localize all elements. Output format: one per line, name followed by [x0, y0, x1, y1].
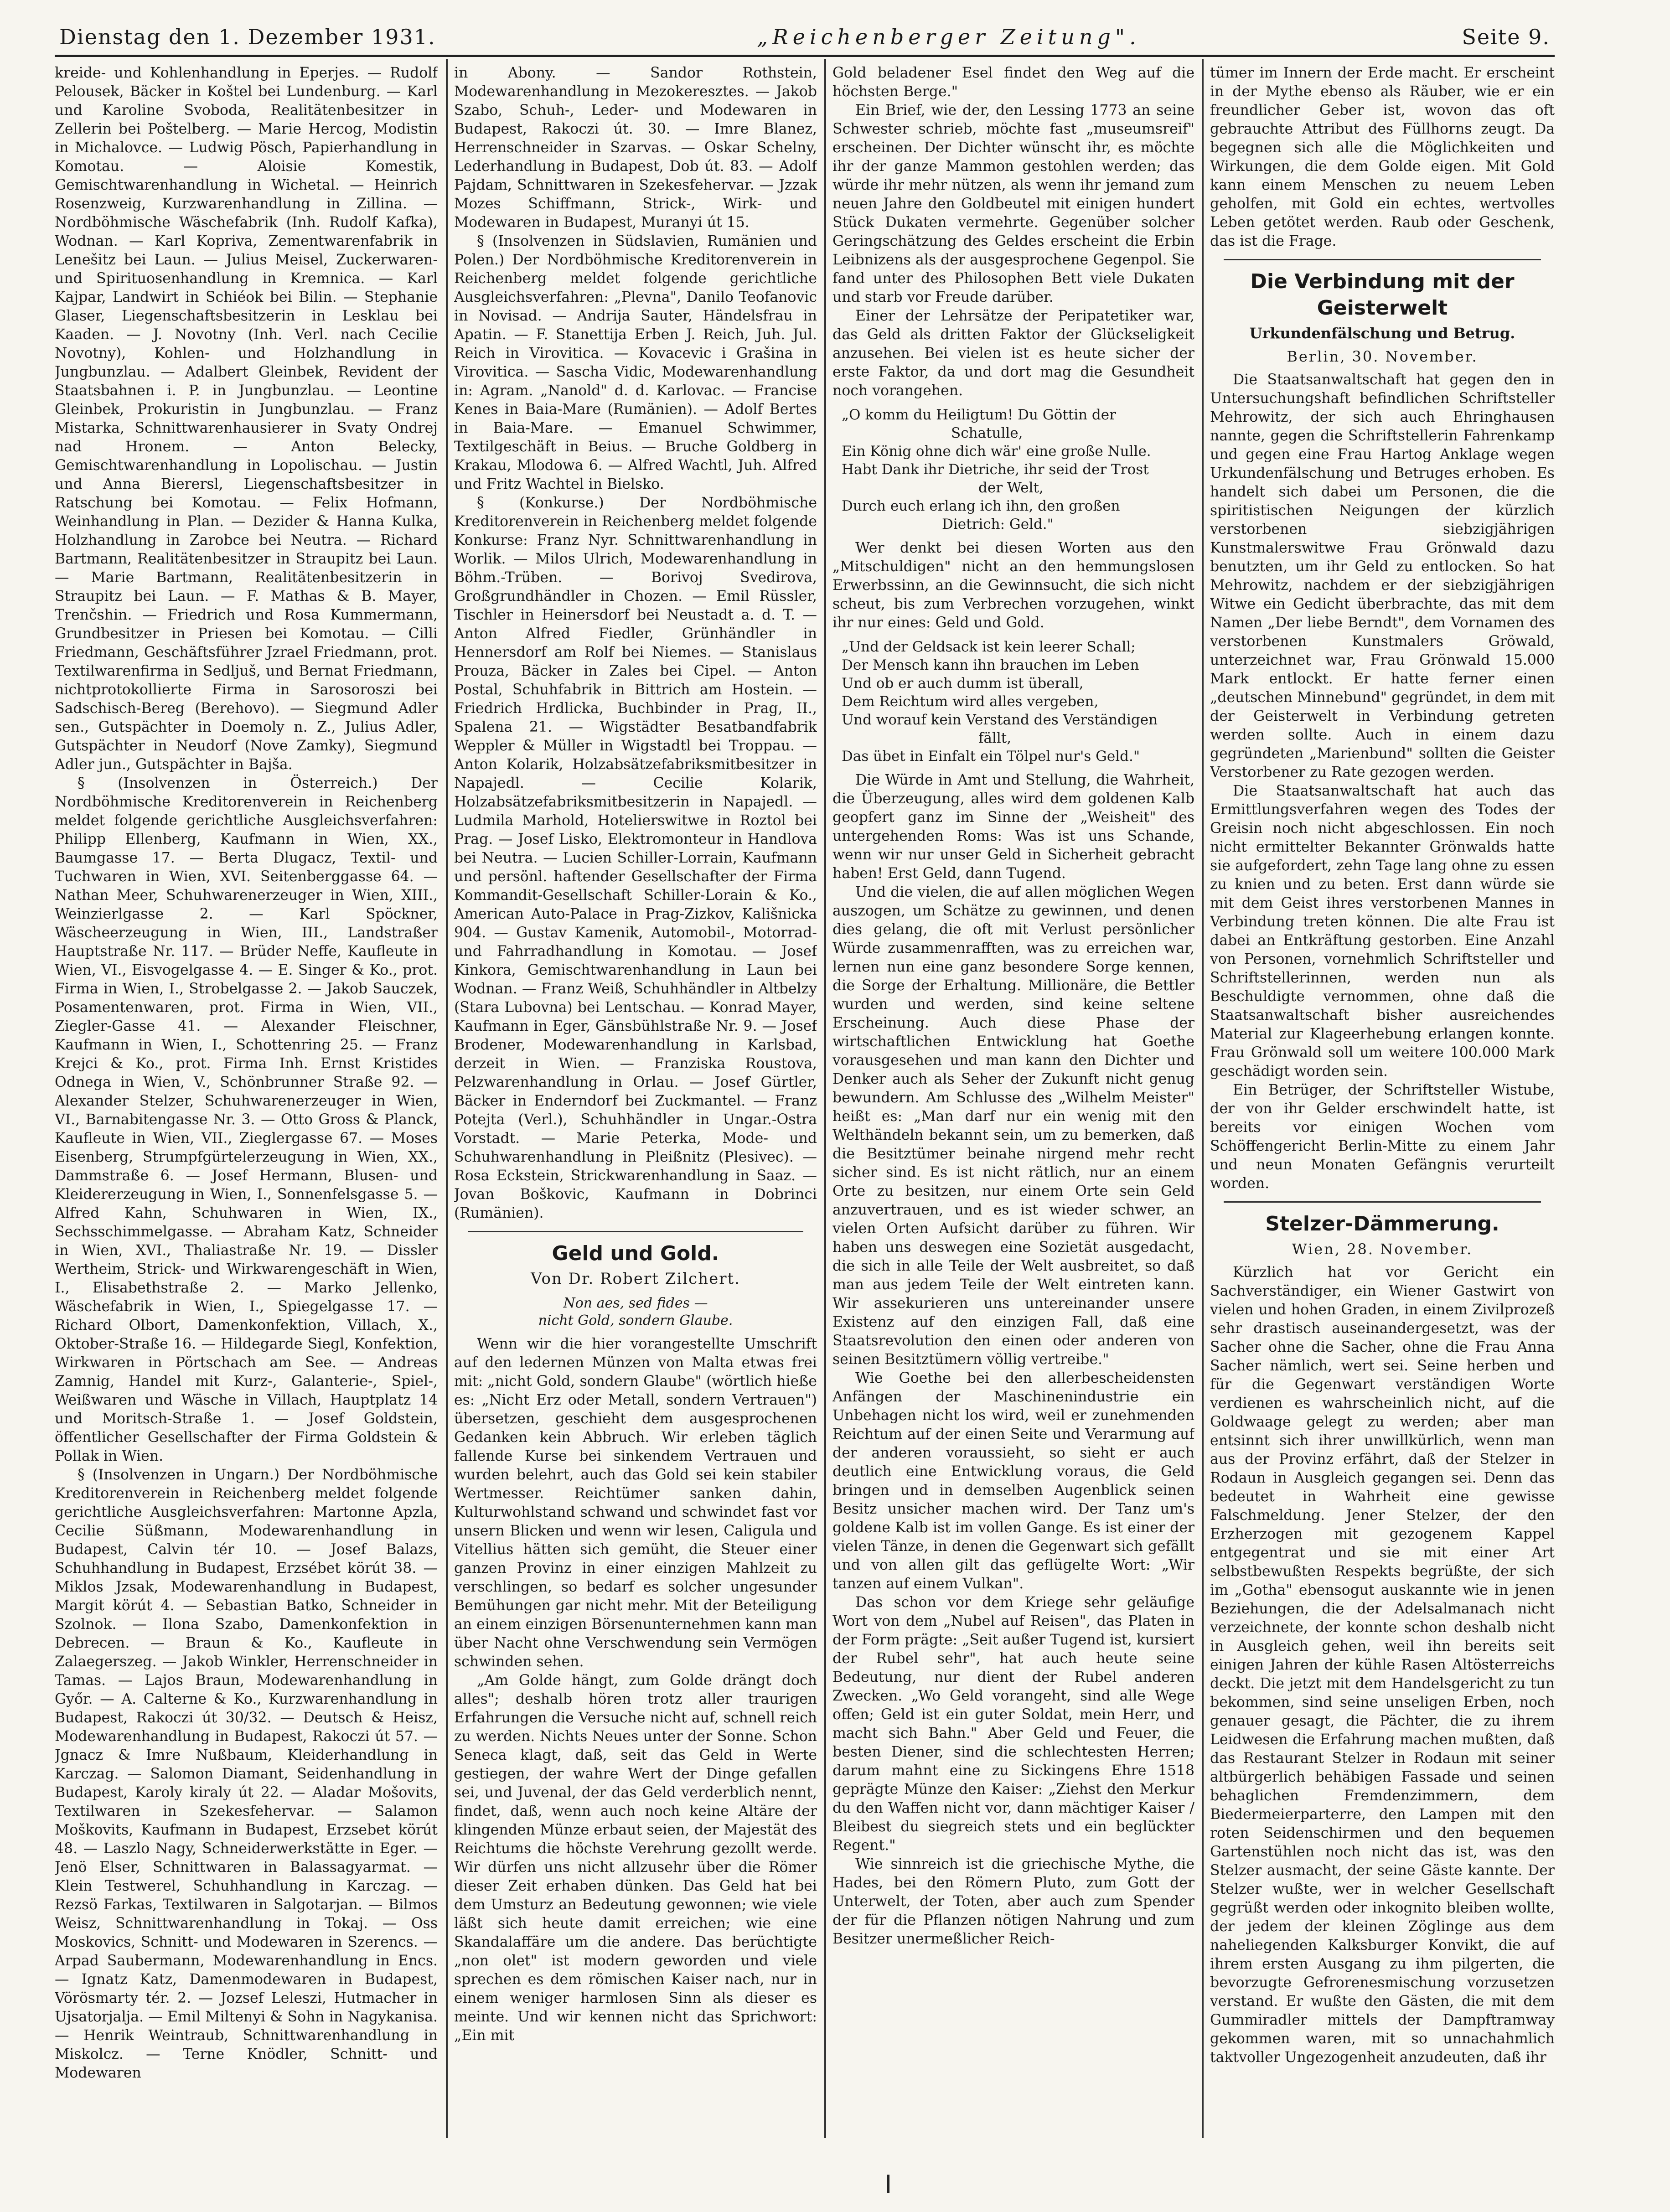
insolvency-hungary: § (Insolvenzen in Ungarn.) Der Nordböhmische Kreditorenverein in Reichenberg meldet folgende gerichtliche Ausgleichsverfahren: Martonne Apzla, Cecilie Süßmann, Modewarenhandlung in Budapest, Calvin tér 10. — Josef Balazs, Schuhhandlung in Budapest, Erzsébet körút 38. — Miklos Jzsak, Modewarenhandlung in Budapest, Margit körút 4. — Sebastian Batko, Schneider in Szolnok. — Ilona Szabo, Damenkonfektion in Debrecen. — Braun & Ko., Kaufleute in Zalaegerszeg. — Jakob Winkler, Herrenschneider in Tamas. — Lajos Braun, Modewarenhandlung in Győr. — A. Calterne & Ko., Kurzwarenhandlung in Budapest, Rakoczi út 30/32. — Deutsch & Heisz, Modewarenhandlung in Budapest, Rakoczi út 57. — Jgnacz & Imre Nußbaum, Kleiderhandlung in Karczag. — Salomon Diamant, Seidenhandlung in Budapest, Karoly kiraly út 22. — Aladar Mošovits, Textilwaren in Szekesfehervar. — Salamon Moškovits, Kaufmann in Budapest, Erzsebet körút 48. — Laszlo Nagy, Schneiderwerkstätte in Eger. — Jenö Elser, Schnittwaren in Balassagyarmat. — Klein Testwerel, Schuhhandlung in Karczag. — Rezsö Farkas, Textilwaren in Salgotarjan. — Bilmos Weisz, Schnittwarenhandlung in Tokaj. — Oss Moskovics, Schnitt- und Modewaren in Szerencs. — Arpad Saubermann, Modewarenhandlung in Encs. — Ignatz Katz, Damenmodewaren in Budapest, Vörösmarty tér. 2. — Jozsef Leleszi, Hutmacher in Ujsatorjalja. — Emil Miltenyi & Sohn in Nagykanisa. — Henrik Weintraub, Schnittwarenhandlung in Miskolcz. — Terne Knödler, Schnitt- und Modewaren [55, 1467, 438, 2081]
article-heading-stelzer: Stelzer-Dämmerung. [1265, 1212, 1499, 1235]
poem-line: Der Mensch kann ihn brauchen im Leben [842, 657, 1139, 673]
article-divider [468, 1231, 803, 1232]
poem-2 [832, 638, 1194, 765]
geisterwelt-paragraph-2: Die Staatsanwaltschaft hat auch das Ermittlungsverfahren wegen des Todes der Greisin noch nicht abgeschlossen. Ein noch nicht ermittelter Bekannter Grönwalds hatte sie aufgefordert, zehn Tage lang ohne zu essen zu knien und zu beten. Erst dann würde sie mit dem Geist ihres verstorbenen Mannes in Verbindung treten können. Die alte Frau ist dabei an Entkräftung gestorben. Eine Anzahl von Personen, vornehmlich Schriftsteller und Schriftstellerinnen, werden nun als Beschuldigte vernommen, ohne daß die Staatsanwaltschaft bisher ausreichendes Material zur Klageerhebung erlangen konnte. Frau Grönwald soll um weitere 100.000 Mark geschädigt worden sein. [1210, 783, 1555, 1080]
column-4-paragraph-1: tümer im Innern der Erde macht. Er erscheint in der Mythe ebenso als Räuber, wie er ein freundlicher Geber ist, wovon das oft gebrauchte Attribut des Füllhorns zeugt. Da begegnen sich alle die Möglichkeiten und Wirkungen, die dem Golde eigen. Mit Gold kann einem Menschen zu neuem Leben geholfen, mit Gold ein echtes, wertvolles Leben getötet werden. Raub oder Geschenk, das ist die Frage. [1210, 65, 1555, 249]
poem-line: fällt, [978, 730, 1012, 746]
column-1-paragraph-1: kreide- und Kohlenhandlung in Eperjes. — Rudolf Pelousek, Bäcker in Koštel bei Lundenburg. — Karl und Karoline Svoboda, Realitätenbesitzer in Zellerin bei Poštelberg. — Marie Hercog, Modistin in Michalovce. — Ludwig Pösch, Papierhandlung in Komotau. — Aloisie Komestik, Gemischtwarenhandlung in Wichetal. — Heinrich Rosenzweig, Kurzwarenhandlung in Zillina. — Nordböhmische Wäschefabrik (Inh. Rudolf Kafka), Wodnan. — Karl Kopriva, Zementwarenfabrik in Lenešitz bei Laun. — Julius Meisel, Zuckerwaren- und Spirituosenhandlung in Kremnica. — Karl Kajpar, Landwirt in Schiéok bei Bilin. — Stephanie Glaser, Liegenschaftsbesitzerin in Lesklau bei Kaaden. — J. Novotny (Inh. Verl. nach Cecilie Novotny), Kohlen- und Holzhandlung in Jungbunzlau. — Adalbert Gleinbek, Revident der Staatsbahnen i. P. in Jungbunzlau. — Leontine Gleinbek, Prokuristin in Jungbunzlau. — Franz Mistarka, Schnittwarenhausierer in Svaty Ondrej nad Hronem. — Anton Belecky, Gemischtwarenhandlung in Lopolischau. — Justin und Anna Bierersl, Liegenschaftsbesitzer in Ratschung bei Komotau. — Felix Hofmann, Weinhandlung in Plan. — Dezider & Hanna Kulka, Holzhandlung in Zarobce bei Neutra. — Richard Bartmann, Realitätenbesitzer in Straupitz bei Laun. — Marie Bartmann, Realitätenbesitzerin in Straupitz bei Laun. — F. Mathas & B. Mayer, Trenčshin. — Friedrich und Rosa Kummermann, Grundbesitzer in Priesen bei Komotau. — Cilli Friedmann, Geschäftsführer Jzrael Friedmann, prot. Textilwarenfirma in Sedljuš, und Bernat Friedmann, nichtprotokollierte Firma in Sarosoroszi bei Sadschisch-Bereg (Berehovo). — Siegmund Adler sen., Gutspächter in Doemoly n. Z., Julius Adler, Gutspächter in Neudorf (Nove Zamky), Siegmund Adler jun., Gutspächter in Bajša. [55, 65, 438, 773]
motto-line-1: Non aes, sed fides — [563, 1295, 708, 1311]
poem-line: Und worauf kein Verstand des Verständigen [842, 712, 1158, 728]
page-number: Seite 9. [1462, 25, 1550, 49]
article-subheading-geisterwelt: Urkundenfälschung und Betrug. [1249, 325, 1515, 342]
article-paragraph-1: Wenn wir die hier vorangestellte Umschrift auf den ledernen Münzen von Malta etwas frei mit: „nicht Gold, sondern Glaube" (wörtlich hieße es: „Nicht Erz oder Metall, sondern Vertrauen") übersetzen, geschieht dem ausgesprochenen Gedanken kein Abbruch. Wir erleben täglich fallende Kurse bei sinkendem Vertrauen und wurden belehrt, auch das Gold sei kein stabiler Wertmesser. Reichtümer sanken dahin, Kulturwohlstand schwand und schwindet fast vor unsern Blicken und wenn wir lesen, Caligula und Vitellius hätten sich gemüht, die Steuer einer ganzen Provinz in einer einzigen Mahlzeit zu verschlingen, so bedarf es solcher ungesunder Bemühungen gar nicht mehr. Mit der Beteiligung an einem einzigen Börsenunternehmen kann man über Nacht ohne Verschwendung sein Vermögen schwinden sehen. [454, 1336, 817, 1670]
poem-line: „O komm du Heiligtum! Du Göttin der [842, 407, 1116, 423]
column-3-paragraph-1: Gold beladener Esel findet den Weg auf die höchsten Berge." [832, 65, 1194, 100]
geisterwelt-paragraph-1: Die Staatsanwaltschaft hat gegen den in Untersuchungshaft befindlichen Schriftsteller Mehrowitz, der sich auch Ehringhausen nannte, gegen die Schriftstellerin Fahrenkamp und gegen eine Frau Hartog Anklage wegen Urkundenfälschung und Betruges erhoben. Es handelt sich dabei um Personen, die die spiritistischen Neigungen der kürzlich verstorbenen siebzigjährigen Kunstmalerswitwe Frau Grönwald dazu benutzten, um ihr Geld zu entlocken. So hat Mehrowitz, nachdem er der siebzigjährigen Witwe ein Gedicht überbrachte, das mit dem Namen „Der liebe Berndt", dem Vornamen des verstorbenen Kunstmalers Gröwald, unterzeichnet war, Frau Grönwald 15.000 Mark entlockt. Er hatte ferner einen „deutschen Minnebund" gegründet, in dem mit der Geisterwelt in Verbindung getreten werden sollte. Auch in einem dazu gegründeten „Marienbund" sollten die Geister Verstorbener zu Rate gezogen werden. [1210, 372, 1555, 780]
column-3-paragraph-5: Die Würde in Amt und Stellung, die Wahrheit, die Überzeugung, alles wird dem goldenen Kalb geopfert ganz im Sinne der „Weisheit" des untergehenden Roms: Was ist uns Schande, wenn wir nur unser Geld in Sicherheit gebracht haben! Erst Geld, dann Tugend. [832, 772, 1194, 882]
article-divider [1224, 1201, 1541, 1203]
column-3-paragraph-7: Wie Goethe bei den allerbescheidensten Anfängen der Maschinenindustrie ein Unbehagen nicht los wird, weil er zunehmenden Reichtum auf der einen Seite und Verarmung auf der anderen voraussieht, so sieht er auch deutlich eine Entwicklung voraus, die Geld bringen und in demselben Augenblick seinen Besitz unsicher machen wird. Der Tanz um's goldene Kalb ist im vollen Gange. Es ist einer der vielen Tänze, in denen die Gegenwart sich gefällt und von allen gilt das geflügelte Wort: „Wir tanzen auf einem Vulkan". [832, 1370, 1194, 1592]
column-2-paragraph-1: in Abony. — Sandor Rothstein, Modewarenhandlung in Mezokeresztes. — Jakob Szabo, Schuh-, Leder- und Modewaren in Budapest, Rakoczi út. 30. — Imre Blanez, Herrenschneider in Szarvas. — Oskar Schelny, Lederhandlung in Budapest, Dob út. 83. — Adolf Pajdam, Schnittwaren in Szekesfehervar. — Jzzak Mozes Schiffmann, Strick-, Wirk- und Modewaren in Budapest, Muranyi út 15. [454, 65, 817, 231]
column-rule-1 [446, 59, 448, 2138]
poem-line: Das übet in Einfalt ein Tölpel nur's Geld." [842, 748, 1140, 765]
article-heading-geisterwelt: Die Verbindung mit der Geisterwelt [1250, 270, 1515, 320]
column-3 [832, 64, 1194, 2152]
poem-line: Habt Dank ihr Dietriche, ihr seid der Trost [842, 461, 1149, 478]
page-header [59, 17, 1550, 49]
column-3-paragraph-2: Ein Brief, wie der, den Lessing 1773 an seine Schwester schrieb, möchte fast „museumsreif" erscheinen. Der Dichter wünscht ihr, es möchte ihr der ganze Mammon gestohlen werden; das würde ihr mehr nützen, als wenn ihr jemand zum neuen Jahre den Goldbeutel mit einigen hundert Stück Dukaten vermehrte. Gegenüber solcher Geringschätzung des Geldes erscheint die Erbin Leibnizens als der ausgesprochene Gegenpol. Sie fand unter des Philosophen Bett viele Dukaten und starb vor Freude darüber. [832, 102, 1194, 305]
insolvency-south: § (Insolvenzen in Südslavien, Rumänien und Polen.) Der Nordböhmische Kreditorenverein in Reichenberg meldet folgende gerichtliche Ausgleichsverfahren: „Plevna", Danilo Teofanovic in Novisad. — Andrija Sauter, Händelsfrau in Apatin. — F. Stanettija Erben J. Reich, Juh. Jul. Reich in Virovitica. — Kovacevic i Grašina in Virovitica. — Sascha Vidic, Modewarenhandlung in: Agram. „Nanold" d. d. Karlovac. — Francise Kenes in Baia-Mare (Rumänien). — Adolf Bertes in Baia-Mare. — Emanuel Schwimmer, Textilgeschäft in Beius. — Bruche Goldberg in Krakau, Mlodowa 6. — Alfred Wachtl, Juh. Alfred und Fritz Wachtel in Bielsko. [454, 233, 817, 492]
article-divider [1224, 259, 1541, 260]
motto-line-2: nicht Gold, sondern Glaube. [538, 1313, 733, 1328]
poem-1 [832, 406, 1194, 533]
header-rule [55, 55, 1555, 57]
insolvency-austria: § (Insolvenzen in Österreich.) Der Nordböhmische Kreditorenverein in Reichenberg meldet folgende gerichtliche Ausgleichsverfahren: Philipp Ellenberg, Kaufmann in Wien, XX., Baumgasse 17. — Berta Dlugacz, Textil- und Tuchwaren in Wien, XVI. Seitenberggasse 64. — Nathan Meer, Schuhwarenerzeuger in Wien, XIII., Weinzierlgasse 2. — Karl Spöckner, Wäscheerzeugung in Wien, III., Landstraßer Hauptstraße Nr. 117. — Brüder Neffe, Kaufleute in Wien, VI., Eisvogelgasse 4. — E. Singer & Ko., prot. Firma in Wien, I., Strobelgasse 2. — Jakob Sauczek, Posamentenwaren, prot. Firma in Wien, VII., Ziegler-Gasse 41. — Alexander Fleischner, Kaufmann in Wien, I., Schottenring 25. — Franz Krejci & Ko., prot. Firma Inh. Ernst Kristides Odnega in Wien, V., Schönbrunner Straße 92. — Alexander Stelzer, Schuhwarenerzeuger in Wien, VI., Barnabitengasse Nr. 3. — Otto Gross & Planck, Kaufleute in Wien, VII., Zieglergasse 67. — Moses Eisenberg, Strumpfgürtelerzeugung in Wien, XX., Dammstraße 6. — Josef Hermann, Blusen- und Kleidererzeugung in Wien, I., Sonnenfelsgasse 5. — Alfred Kahn, Schuhwaren in Wien, IX., Sechsschimmelgasse. — Abraham Katz, Schneider in Wien, XVI., Thaliastraße Nr. 19. — Dissler Wertheim, Strick- und Wirkwarengeschäft in Wien, I., Elisabethstraße 2. — Marko Jellenko, Wäschefabrik in Wien, I., Spiegelgasse 17. — Richard Olbort, Damenkonfektion, Villach, X., Oktober-Straße 16. — Hildegarde Siegl, Konfektion, Wirkwaren in Pörtschach am See. — Andreas Zamnig, Handel mit Kurz-, Galanterie-, Spiel-, Weißwaren und Wäsche in Villach, Hauptplatz 14 und Moritsch-Straße 1. — Josef Goldstein, öffentlicher Gesellschafter der Firma Goldstein & Pollak in Wien. [55, 775, 438, 1464]
column-2 [454, 64, 817, 2152]
poem-line: Schatulle, [951, 425, 1023, 441]
header-date: Dienstag den 1. Dezember 1931. [59, 25, 436, 49]
column-end-mark [887, 2175, 889, 2193]
newspaper-title: „Reichenberger Zeitung". [757, 25, 1141, 49]
article-author: Von Dr. Robert Zilchert. [531, 1270, 740, 1288]
column-3-paragraph-8: Das schon vor dem Kriege sehr geläufige Wort von dem „Nubel auf Reisen", das Platen in der Form prägte: „Seit außer Tugend ist, kursiert der Rubel sehr", hat auch heute seine Bedeutung, nur dient der Rubel anderen Zwecken. „Wo Geld vorangeht, sind alle Wege offen; Geld ist ein guter Soldat, mein Herr, und macht sich Bahn." Aber Geld und Feuer, die besten Diener, sind die schlechtesten Herren; darum mahnt eine zu Sickingens Ehre 1518 geprägte Münze den Kaiser: „Ziehst den Merkur du den Waffen nicht vor, dann mächtiger Kaiser / Bleibest du siegreich stets und ein beglückter Regent." [832, 1594, 1194, 1854]
column-rule-3 [1202, 59, 1204, 2138]
column-3-paragraph-9: Wie sinnreich ist die griechische Mythe, die Hades, bei den Römern Pluto, zum Gott der Unterwelt, der Toten, aber auch zum Spender der für die Pflanzen nötigen Nahrung und zum Besitzer unermeßlicher Reich- [832, 1856, 1194, 1947]
article-paragraph-2: „Am Golde hängt, zum Golde drängt doch alles"; deshalb hören trotz aller traurigen Erfahrungen die Versuche nicht auf, schnell reich zu werden. Nichts Neues unter der Sonne. Schon Seneca klagt, daß, seit das Geld in Werte gestiegen, der wahre Wert der Dinge gefallen sei, und Juvenal, der das Geld verderblich nennt, findet, daß, wenn auch noch keine Altäre der klingenden Münze erbaut seien, der Majestät des Reichtums die höchste Verehrung gezollt werde. Wir dürfen uns nicht allzusehr über die Römer dieser Zeit erhaben dünken. Das Geld hat bei dem Umsturz an Bedeutung gewonnen; wie viele läßt sich heute damit erreichen; wie eine Skandalaffäre um die andere. Das berüchtigte „non olet" ist modern geworden und viele sprechen es dem römischen Kaiser nach, nur in einem weniger harmlosen Sinn als dieser es meinte. Und wir kennen nicht das Sprichwort: „Ein mit [454, 1672, 817, 2044]
article-heading-geld-und-gold: Geld und Gold. [552, 1242, 719, 1265]
poem-line: Durch euch erlang ich ihn, den großen [842, 498, 1120, 514]
column-4 [1210, 64, 1555, 2152]
poem-line: Ein König ohne dich wär' eine große Nulle. [842, 443, 1151, 460]
article-motto [454, 1295, 817, 1329]
poem-line: der Welt, [978, 480, 1044, 496]
bankruptcies: § (Konkurse.) Der Nordböhmische Kreditorenverein in Reichenberg meldet folgende Konkurse: Franz Nyr. Schnittwarenhandlung in Worlik. — Milos Ulrich, Modewarenhandlung in Böhm.-Trüben. — Borivoj Svedirova, Großgrundhändler in Chozen. — Emil Rüssler, Tischler in Heinersdorf bei Neustadt a. d. T. — Anton Alfred Fiedler, Grünhändler in Hennersdorf am Rolf bei Niemes. — Stanislaus Prouza, Bäcker in Zales bei Cipel. — Anton Postal, Schuhfabrik in Bittrich am Hostein. — Friedrich Hrdlicka, Buchbinder in Prag, II., Spalena 21. — Wigstädter Besatbandfabrik Weppler & Müller in Wigstadtl bei Troppau. — Anton Kolarik, Holzabsätzefabriksmitbesitzer in Napajedl. — Cecilie Kolarik, Holzabsätzefabriksmitbesitzerin in Napajedl. — Ludmila Marhold, Hotelierswitwe in Roztol bei Prag. — Josef Lisko, Elektromonteur in Handlova bei Neutra. — Lucien Schiller-Lorrain, Kaufmann und persönl. haftender Gesellschafter der Firma Kommandit-Gesellschaft Schiller-Lorain & Ko., American Auto-Palace in Prag-Zizkov, Kališnicka 904. — Gustav Kamenik, Automobil-, Motorrad- und Fahrradhandlung in Komotau. — Josef Kinkora, Gemischtwarenhandlung in Laun bei Wodnan. — Franz Weiß, Schuhhändler in Altbelzy (Stara Lubovna) bei Lentschau. — Konrad Mayer, Kaufmann in Eger, Gänsbühlstraße Nr. 9. — Josef Brodener, Modewarenhandlung in Karlsbad, derzeit in Wien. — Franziska Roustova, Pelzwarenhandlung in Orlau. — Josef Gürtler, Bäcker in Enderndorf bei Zuckmantel. — Franz Potejta (Verl.), Schuhhändler in Ungar.-Ostra Vorstadt. — Marie Peterka, Mode- und Schuhwarenhandlung in Pleißnitz (Plesivec). — Rosa Eckstein, Strickwarenhandlung in Saaz. — Jovan Boškovic, Kaufmann in Dobrinci (Rumänien). [454, 495, 817, 1221]
poem-line: „Und der Geldsack ist kein leerer Schall; [842, 639, 1136, 655]
column-3-paragraph-6: Und die vielen, die auf allen möglichen Wegen auszogen, um Schätze zu gewinnen, und denen dies gelang, die oft mit Verlust persönlicher Würde zusammenrafften, was zu erreichen war, lernen nun eine ganz besondere Sorge kennen, die Sorge der Erhaltung. Millionäre, die Bettler wurden und werden, sind keine seltene Erscheinung. Auch diese Phase der wirtschaftlichen Entwicklung hat Goethe vorausgesehen und man kann den Dichter und Denker auch als Seher der Zukunft nicht genug bewundern. Am Schlusse des „Wilhelm Meister" heißt es: „Man darf nur ein wenig mit den Welthändeln bekannt sein, um zu bemerken, daß die Besitztümer beinahe nirgend mehr recht sicher sind. Es ist nicht rätlich, nur an einem Orte zu besitzen, nur einem Orte sein Geld anzuvertrauen, und es ist wieder schwer, an vielen Orten Aufsicht darüber zu führen. Wir haben uns deswegen eine Sozietät ausgedacht, die sich in alle Teile der Welt ausbreitet, so daß man aus jedem Teile der Welt eintreten kann. Wir assekurieren uns untereinander unsere Existenz auf den einzigen Fall, daß eine Staatsrevolution den einen oder anderen von seinen Besitztümern völlig vertreibe." [832, 884, 1194, 1368]
dateline-berlin: Berlin, 30. November. [1287, 348, 1478, 365]
stelzer-paragraph-1: Kürzlich hat vor Gericht ein Sachverständiger, ein Wiener Gastwirt von vielen und hohen Graden, in einem Zivilprozeß sehr drastisch auseinandergesetzt, was der Sacher ohne die Sacher, ohne die Frau Anna Sacher nämlich, wert sei. Seine herben und für die Gegenwart verständigen Worte verdienen es wahrscheinlich nicht, auf die Goldwaage gelegt zu werden; aber man entsinnt sich ihrer unwillkürlich, wenn man aus der Provinz erfährt, daß der Stelzer in Rodaun in Ausgleich gegangen sei. Denn das bedeutet in Wahrheit eine gewisse Falschmeldung. Jener Stelzer, der den Erzherzogen mit gezogenem Kappel entgegentrat und sie mit einer Art selbstbewußten Respekts begrüßte, der sich im „Gotha" ebensogut auskannte wie in jenen Beziehungen, die der Adelsalmanach nicht verzeichnete, der konnte schon deshalb nicht in Ausgleich gehen, weil ihn bereits seit einigen Jahren der kühle Rasen Altösterreichs deckt. Die jetzt mit dem Handelsgericht zu tun bekommen, sind seine unseligen Erben, noch genauer gesagt, die Pächter, die zu ihrem Leidwesen die Erfahrung machen mußten, daß das Restaurant Stelzer in Rodaun mit seiner altbürgerlich behäbigen Fassade und seinen behaglichen Fremdenzimmern, dem Biedermeierparterre, den Lampen mit den roten Seidenschirmen und den bequemen Gartenstühlen noch nicht das ist, was den Stelzer ausmacht, der seine Gäste kannte. Der Stelzer wußte, wer in welcher Gesellschaft gegrüßt werden oder inkognito bleiben wollte, der jedem der kleinen Zöglinge aus dem naheliegenden Kalksburger Konvikt, die auf ihrem ersten Ausgang zu ihm pilgerten, die bevorzugte Gefrorenesmischung vorzusetzen verstand. Er wußte den Gästen, die mit dem Gummiradler mittels der Dampftramway gekommen waren, mit so unnachahmlich taktvoller Ungezogenheit anzudeuten, daß ihr [1210, 1264, 1555, 2066]
poem-line: Dem Reichtum wird alles vergeben, [842, 693, 1099, 710]
column-1 [55, 64, 438, 2152]
geisterwelt-paragraph-3: Ein Betrüger, der Schriftsteller Wistube, der von ihr Gelder erschwindelt hatte, ist bereits vor einigen Wochen vom Schöffengericht Berlin-Mitte zu einem Jahr und neun Monaten Gefängnis verurteilt worden. [1210, 1082, 1555, 1192]
column-rule-2 [824, 59, 826, 2138]
poem-line: Dietrich: Geld." [942, 516, 1054, 532]
poem-line: Und ob er auch dumm ist überall, [842, 675, 1084, 692]
column-3-paragraph-3: Einer der Lehrsätze der Peripatetiker war, das Geld als dritten Faktor der Glückseligkeit anzusehen. Bei vielen ist es heute sicher der erste Faktor, da und dort mag die Gesundheit noch vorangehen. [832, 308, 1194, 399]
column-3-paragraph-4: Wer denkt bei diesen Worten aus den „Mitschuldigen" nicht an den hemmungslosen Erwerbssinn, an die Gewinnsucht, die sich nicht scheut, bis zum Verbrechen vorzugehen, winkt ihr nur eines: Geld und Gold. [832, 540, 1194, 631]
dateline-wien: Wien, 28. November. [1292, 1240, 1473, 1258]
